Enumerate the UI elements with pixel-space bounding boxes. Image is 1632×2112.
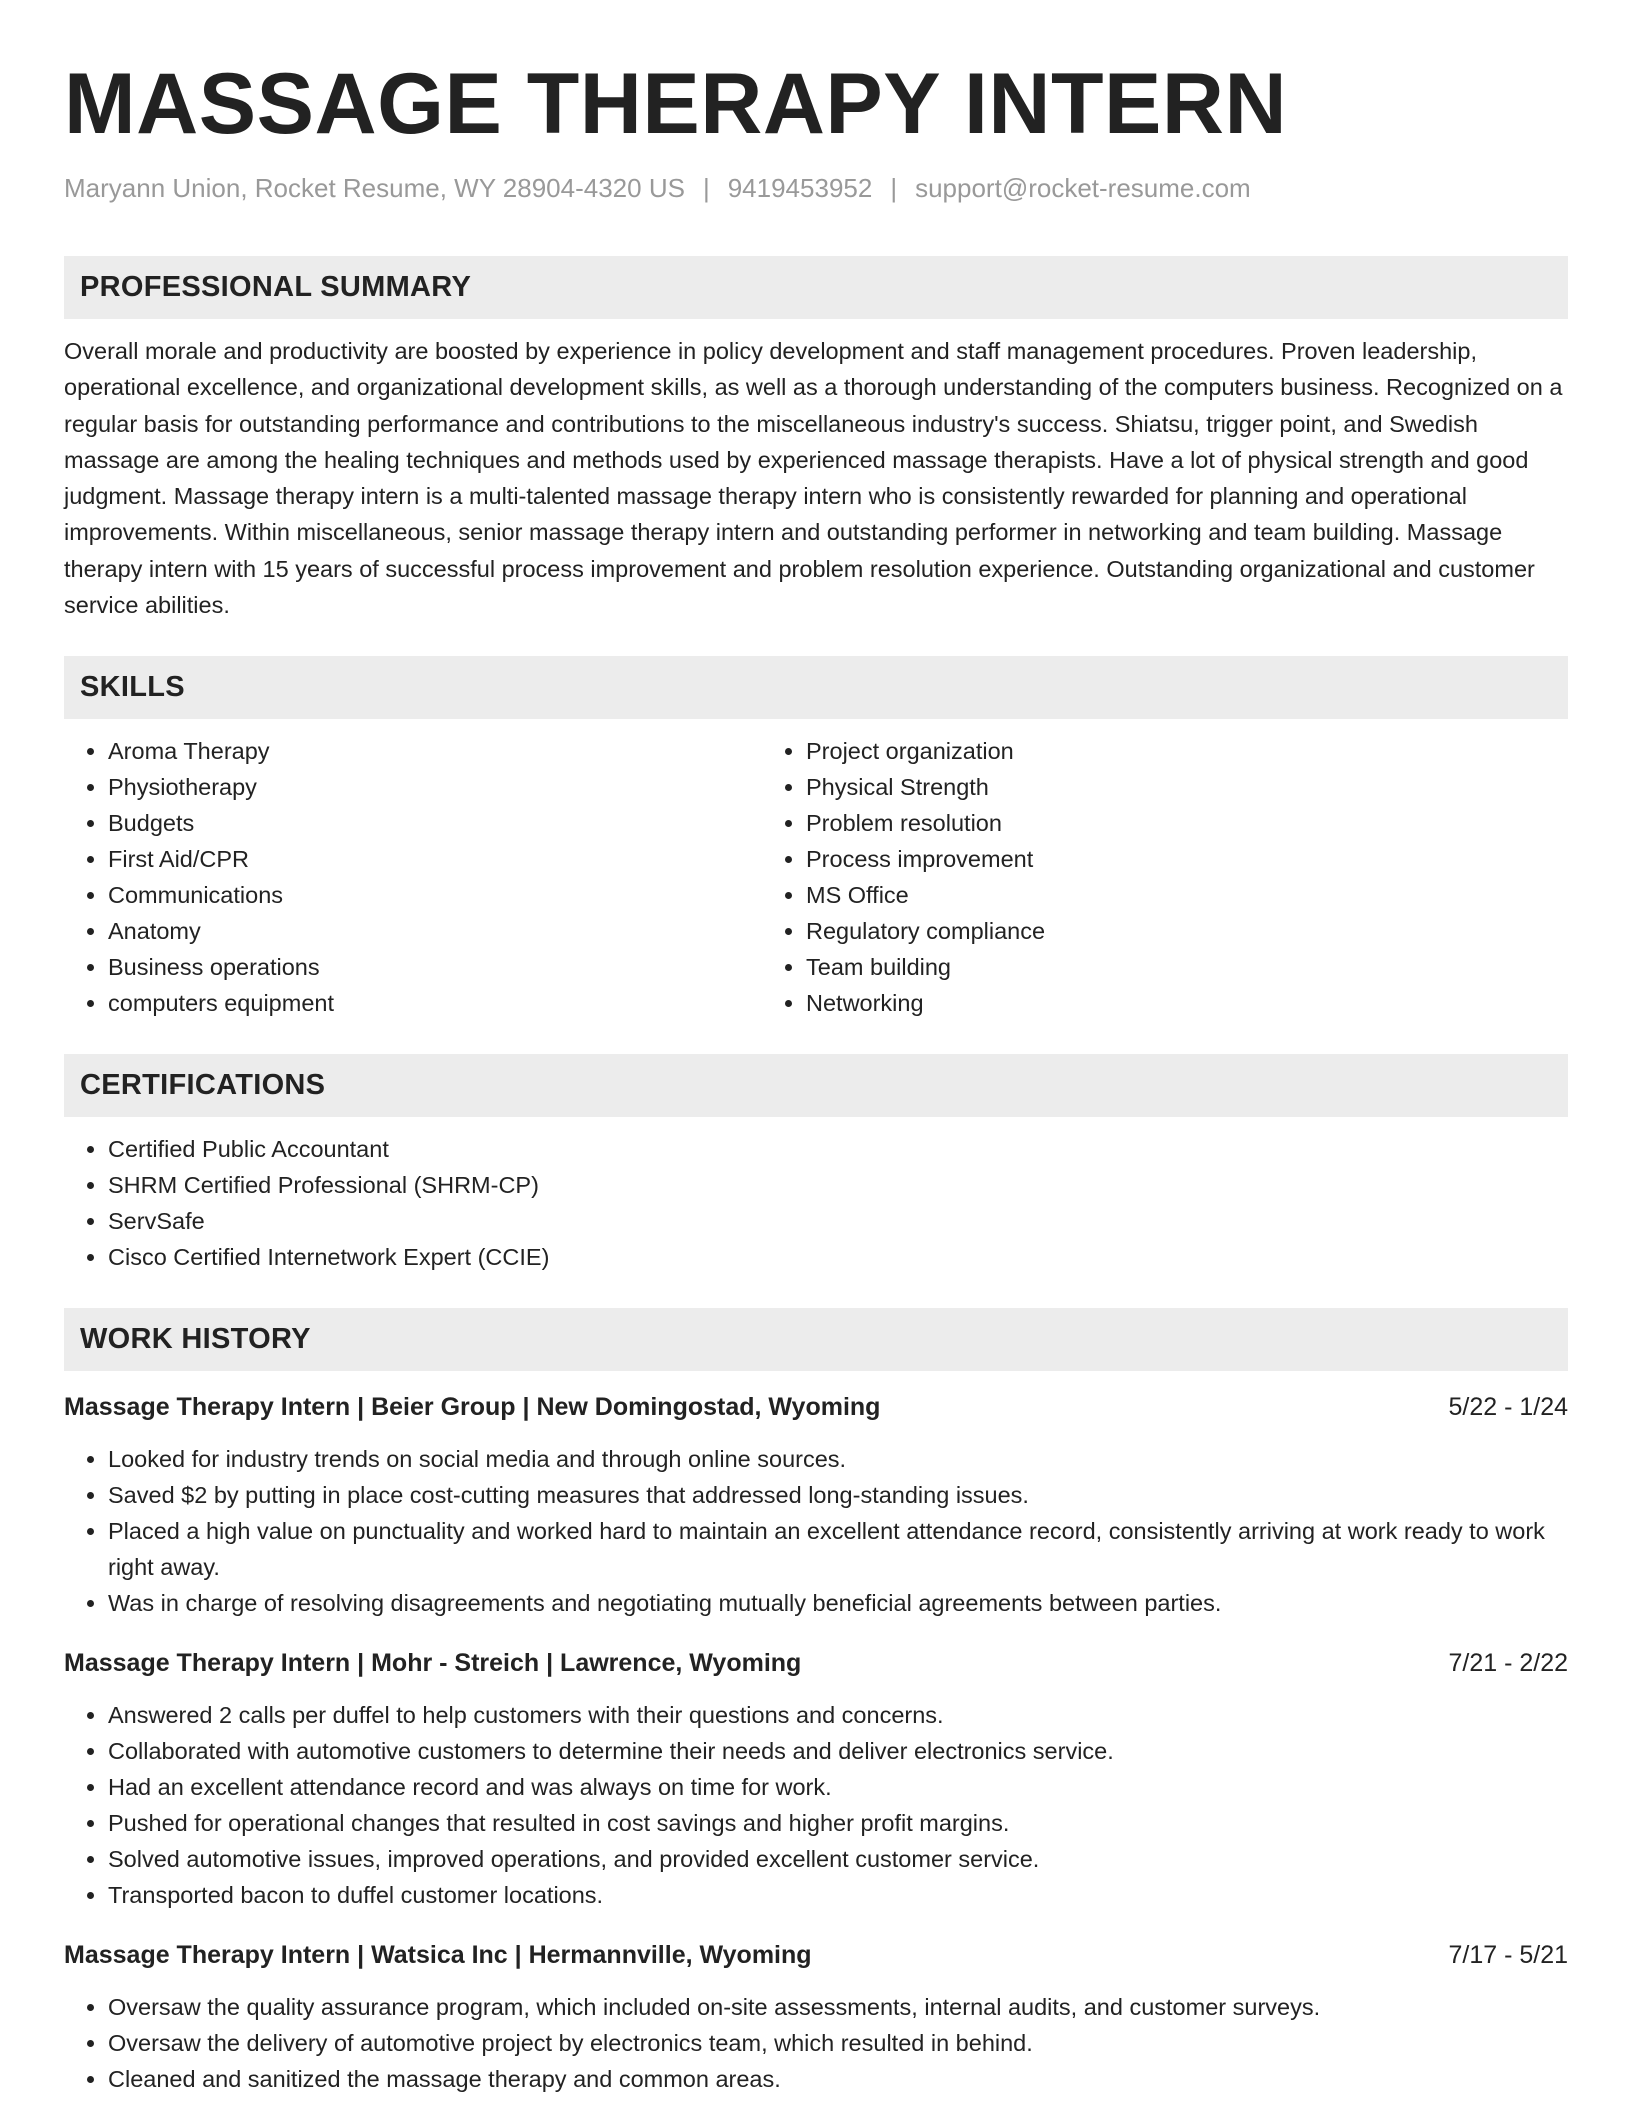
skill-item: • Business operations: [108, 949, 762, 985]
job-bullets: [64, 1697, 1568, 1913]
skill-item: • Regulatory compliance: [806, 913, 1460, 949]
skill-item: • Networking: [806, 985, 1460, 1021]
contact-line: [64, 170, 1568, 206]
contact-separator: |: [890, 173, 898, 203]
job-bullet: • Saved $2 by putting in place cost-cutting measures that addressed long-standing issues.: [108, 1477, 1568, 1513]
skill-item: • computers equipment: [108, 985, 762, 1021]
contact-separator: |: [702, 173, 710, 203]
certification-item: • Cisco Certified Internetwork Expert (CCIE): [108, 1239, 1568, 1275]
job-bullets: [64, 1989, 1568, 2097]
job-header: [64, 1389, 1568, 1425]
skill-item: • Process improvement: [806, 841, 1460, 877]
certification-item: • Certified Public Accountant: [108, 1131, 1568, 1167]
job-bullet: • Collaborated with automotive customers to determine their needs and deliver electronics service.: [108, 1733, 1568, 1769]
job-header: [64, 1937, 1568, 1973]
skills-list-right: [762, 733, 1460, 1021]
contact-email: support@rocket-resume.com: [915, 173, 1251, 203]
job-header: [64, 1645, 1568, 1681]
skill-item: • Physiotherapy: [108, 769, 762, 805]
contact-address: Maryann Union, Rocket Resume, WY 28904-4320 US: [64, 173, 685, 203]
job-bullet: • Was in charge of resolving disagreements and negotiating mutually beneficial agreements between parties.: [108, 1585, 1568, 1621]
job-bullet: • Looked for industry trends on social media and through online sources.: [108, 1441, 1568, 1477]
skill-item: • Problem resolution: [806, 805, 1460, 841]
certifications-list: [64, 1131, 1568, 1275]
skill-item: • Communications: [108, 877, 762, 913]
job-bullet: • Oversaw the quality assurance program, which included on-site assessments, internal audits, and customer surveys.: [108, 1989, 1568, 2025]
certification-item: • ServSafe: [108, 1203, 1568, 1239]
skill-item: • Project organization: [806, 733, 1460, 769]
skill-item: • Aroma Therapy: [108, 733, 762, 769]
contact-phone: 9419453952: [727, 173, 873, 203]
skill-item: • Budgets: [108, 805, 762, 841]
skill-item: • Physical Strength: [806, 769, 1460, 805]
job-bullet: • Oversaw the delivery of automotive project by electronics team, which resulted in behind.: [108, 2025, 1568, 2061]
job-dates: 5/22 - 1/24: [1448, 1393, 1568, 1422]
job-bullet: • Pushed for operational changes that resulted in cost savings and higher profit margins.: [108, 1805, 1568, 1841]
job-bullet: • Placed a high value on punctuality and worked hard to maintain an excellent attendance record, consistently arriving at work ready to work right away.: [108, 1513, 1568, 1585]
certification-item: • SHRM Certified Professional (SHRM-CP): [108, 1167, 1568, 1203]
skill-item: • Anatomy: [108, 913, 762, 949]
job-dates: 7/17 - 5/21: [1448, 1941, 1568, 1970]
section-header-certifications: CERTIFICATIONS: [64, 1054, 1568, 1117]
section-header-professional-summary: PROFESSIONAL SUMMARY: [64, 256, 1568, 319]
job-entry: [64, 1937, 1568, 2097]
job-dates: 7/21 - 2/22: [1448, 1649, 1568, 1678]
job-entry: [64, 1645, 1568, 1913]
job-title: Massage Therapy Intern | Mohr - Streich | Lawrence, Wyoming: [64, 1649, 802, 1678]
skills-list-left: [64, 733, 762, 1021]
job-bullets: [64, 1441, 1568, 1621]
skill-item: • Team building: [806, 949, 1460, 985]
job-title: Massage Therapy Intern | Watsica Inc | Hermannville, Wyoming: [64, 1941, 812, 1970]
section-header-work-history: WORK HISTORY: [64, 1308, 1568, 1371]
job-bullet: • Transported bacon to duffel customer locations.: [108, 1877, 1568, 1913]
skill-item: • First Aid/CPR: [108, 841, 762, 877]
professional-summary-text: Overall morale and productivity are boosted by experience in policy development and staff management procedures. Proven leadership, operational excellence, and organizational development skills, as well as a thorough understanding of the computers business. Recognized on a regular basis for outstanding performance and contributions to the miscellaneous industry's success. Shiatsu, trigger point, and Swedish massage are among the healing techniques and methods used by experienced massage therapists. Have a lot of physical strength and good judgment. Massage therapy intern is a multi-talented massage therapy intern who is consistently rewarded for planning and operational improvements. Within miscellaneous, senior massage therapy intern and outstanding performer in networking and team building. Massage therapy intern with 15 years of successful process improvement and problem resolution experience. Outstanding organizational and customer service abilities.: [64, 338, 1563, 619]
resume-page: [64, 0, 1568, 2097]
job-bullet: • Solved automotive issues, improved operations, and provided excellent customer service.: [108, 1841, 1568, 1877]
job-title: Massage Therapy Intern | Beier Group | New Domingostad, Wyoming: [64, 1393, 881, 1422]
skills-grid: [64, 733, 1568, 1021]
skill-item: • MS Office: [806, 877, 1460, 913]
job-entry: [64, 1389, 1568, 1621]
section-header-skills: SKILLS: [64, 656, 1568, 719]
job-bullet: • Cleaned and sanitized the massage therapy and common areas.: [108, 2061, 1568, 2097]
job-bullet: • Had an excellent attendance record and was always on time for work.: [108, 1769, 1568, 1805]
job-bullet: • Answered 2 calls per duffel to help customers with their questions and concerns.: [108, 1697, 1568, 1733]
resume-title: MASSAGE THERAPY INTERN: [64, 56, 1288, 152]
